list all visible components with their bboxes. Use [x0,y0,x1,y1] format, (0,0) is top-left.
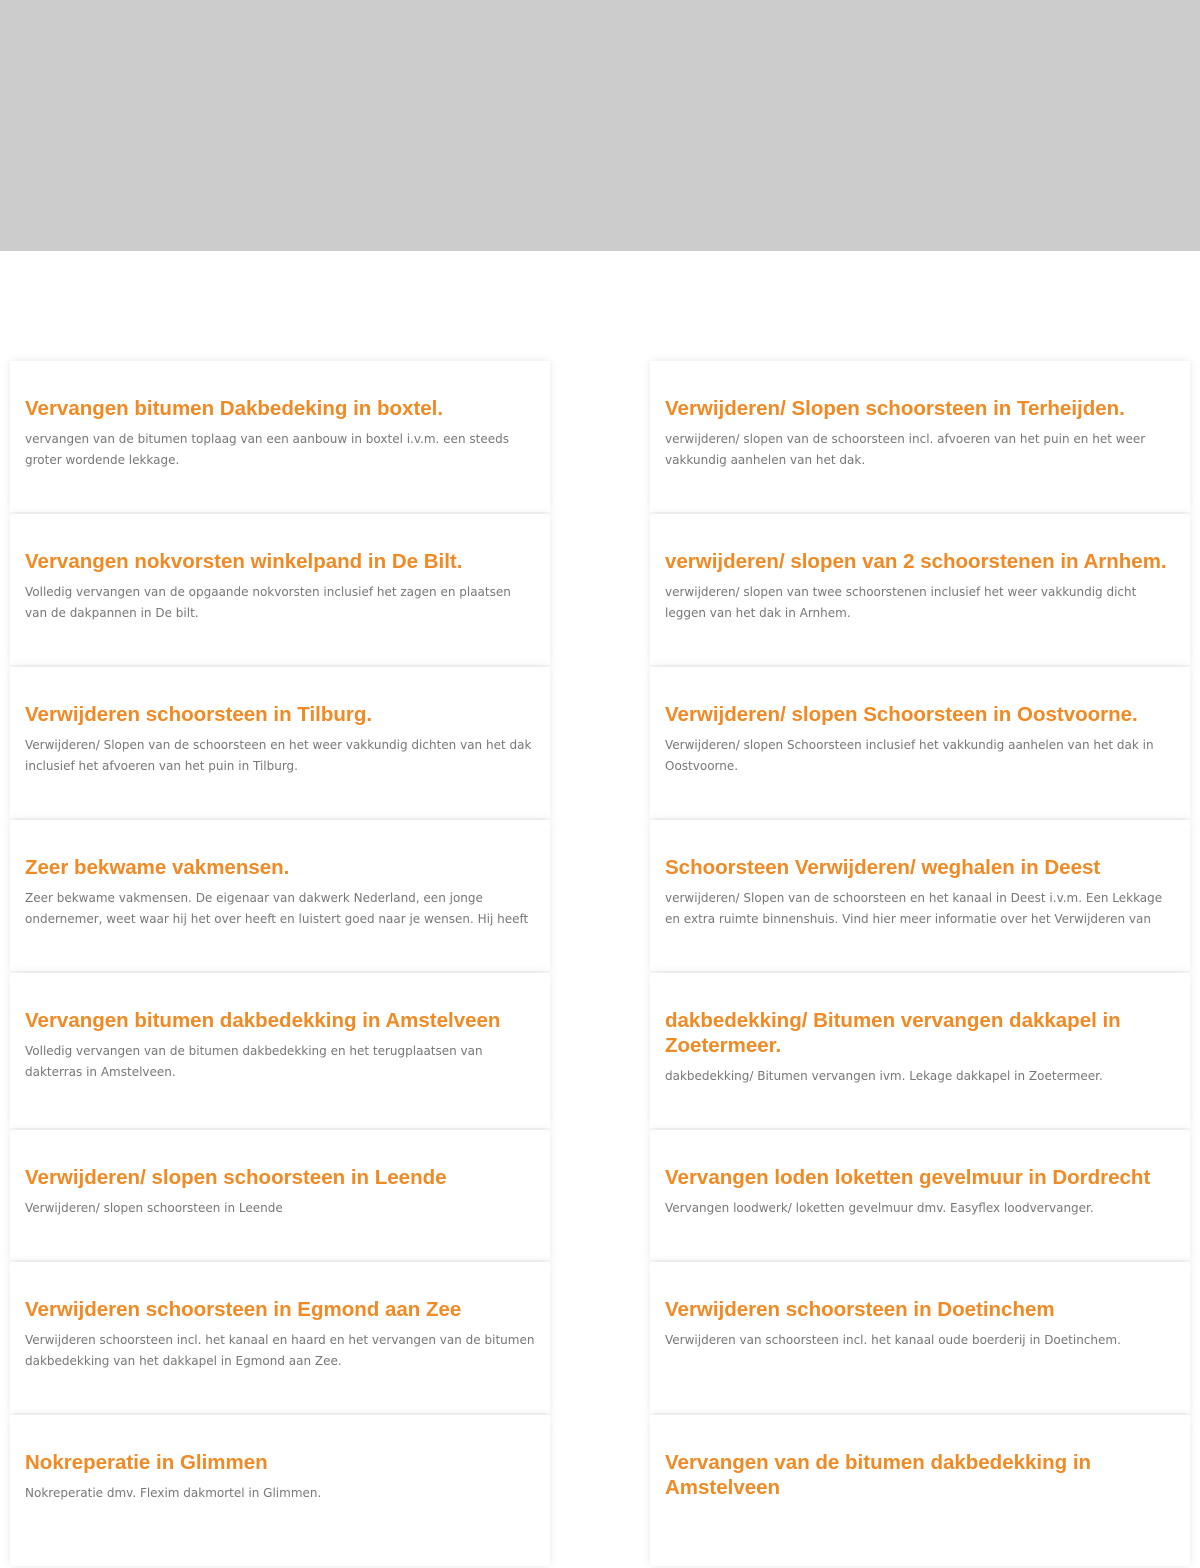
project-card[interactable] [650,820,1190,971]
project-card[interactable] [10,820,550,971]
project-card[interactable] [650,1130,1190,1260]
project-excerpt: Verwijderen/ Slopen van de schoorsteen en het weer vakkundig dichten van het dak inclusief het afvoeren van het puin in Tilburg. [25,738,532,773]
project-excerpt: Verwijderen/ slopen Schoorsteen inclusief het vakkundig aanhelen van het dak in Oostvoorne. [665,738,1154,773]
project-excerpt: Verwijderen schoorsteen incl. het kanaal en haard en het vervangen van de bitumen dakbedekking van het dakkapel in Egmond aan Zee. [25,1333,535,1368]
project-card[interactable] [650,973,1190,1128]
project-title[interactable]: Zeer bekwame vakmensen. [25,856,290,879]
project-excerpt: Volledig vervangen van de bitumen dakbedekking en het terugplaatsen van dakterras in Amstelveen. [25,1044,483,1079]
project-excerpt: Nokreperatie dmv. Flexim dakmortel in Glimmen. [25,1486,322,1500]
project-card[interactable] [650,361,1190,512]
project-title[interactable]: Verwijderen schoorsteen in Tilburg. [25,703,373,726]
project-title[interactable]: Nokreperatie in Glimmen [25,1451,268,1474]
project-title[interactable]: Vervangen van de bitumen dakbedekking in Amstelveen [665,1451,1092,1499]
project-title[interactable]: Vervangen bitumen Dakbedeking in boxtel. [25,397,444,420]
project-title[interactable]: Verwijderen/ Slopen schoorsteen in Terheijden. [665,397,1125,420]
project-excerpt: Zeer bekwame vakmensen. De eigenaar van dakwerk Nederland, een jonge ondernemer, weet waar hij het over heeft en luistert goed naar je wensen. Hij heeft [25,891,529,926]
hero-image-placeholder [0,0,1200,251]
project-card[interactable] [10,514,550,665]
project-excerpt: Verwijderen van schoorsteen incl. het kanaal oude boerderij in Doetinchem. [665,1333,1121,1347]
project-card[interactable] [10,361,550,512]
project-title[interactable]: Verwijderen schoorsteen in Egmond aan Zee [25,1298,462,1321]
project-excerpt: vervangen van de bitumen toplaag van een aanbouw in boxtel i.v.m. een steeds groter wordende lekkage. [25,432,509,467]
project-title[interactable]: Vervangen bitumen dakbedekking in Amstelveen [25,1009,501,1032]
project-card[interactable] [650,1415,1190,1566]
project-card[interactable] [650,514,1190,665]
project-card[interactable] [10,1130,550,1260]
project-title[interactable]: Vervangen nokvorsten winkelpand in De Bilt. [25,550,463,573]
project-card[interactable] [650,1262,1190,1413]
project-card[interactable] [10,1415,550,1566]
project-excerpt: verwijderen/ slopen van twee schoorstenen inclusief het weer vakkundig dicht leggen van het dak in Arnhem. [665,585,1137,620]
project-card[interactable] [10,1262,550,1413]
project-grid [0,251,1200,1500]
project-column-left [10,361,550,1568]
project-title[interactable]: Schoorsteen Verwijderen/ weghalen in Deest [665,856,1101,879]
project-card[interactable] [10,667,550,818]
project-excerpt: Volledig vervangen van de opgaande nokvorsten inclusief het zagen en plaatsen van de dakpannen in De bilt. [25,585,511,620]
project-card[interactable] [10,973,550,1128]
project-excerpt: Vervangen loodwerk/ loketten gevelmuur dmv. Easyflex loodvervanger. [665,1201,1094,1215]
project-column-right [650,361,1190,1568]
project-excerpt: Verwijderen/ slopen schoorsteen in Leende [25,1201,283,1215]
project-title[interactable]: dakbedekking/ Bitumen vervangen dakkapel in Zoetermeer. [665,1009,1121,1057]
project-excerpt: verwijderen/ slopen van de schoorsteen incl. afvoeren van het puin en het weer vakkundig aanhelen van het dak. [665,432,1146,467]
project-title[interactable]: verwijderen/ slopen van 2 schoorstenen in Arnhem. [665,550,1167,573]
project-title[interactable]: Verwijderen/ slopen Schoorsteen in Oostvoorne. [665,703,1138,726]
project-title[interactable]: Vervangen loden loketten gevelmuur in Dordrecht [665,1166,1151,1189]
project-excerpt: dakbedekking/ Bitumen vervangen ivm. Lekage dakkapel in Zoetermeer. [665,1069,1103,1083]
project-card[interactable] [650,667,1190,818]
project-title[interactable]: Verwijderen schoorsteen in Doetinchem [665,1298,1055,1321]
project-excerpt: verwijderen/ Slopen van de schoorsteen en het kanaal in Deest i.v.m. Een Lekkage en extra ruimte binnenshuis. Vind hier meer informatie over het Verwijderen van [665,891,1163,926]
project-title[interactable]: Verwijderen/ slopen schoorsteen in Leende [25,1166,447,1189]
